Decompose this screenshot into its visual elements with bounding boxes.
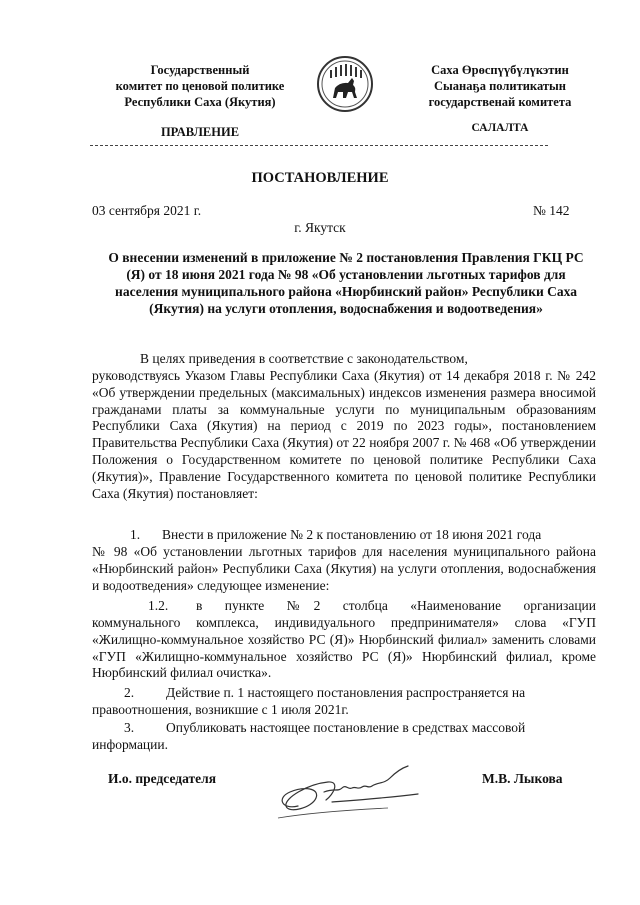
header-left-sub: ПРАВЛЕНИЕ bbox=[160, 125, 240, 139]
preamble-paragraph: руководствуясь Указом Главы Республики Саха (Якутия) от 14 декабря 2018 г. № 242 «Об утверждении предельных (максимальных) индексов изменения размера вносимой гражданами платы за коммунальные услуги по муниципальным образованиям Республики Саха (Якутия) на период с 2019 по 2023 годы», постановлением Правительства Республики Саха (Якутия) от 22 ноября 2007 г. № 468 «Об утверждении Положения о Государственном комитете по ценовой политике Республики Саха (Якутия)», Правление Государственного комитета по ценовой политике Республики Саха (Якутия) постановляет: bbox=[92, 368, 596, 501]
item-number: 3. bbox=[124, 720, 135, 735]
preamble-lead bbox=[92, 351, 596, 368]
item-text: правоотношения, возникшие с 1 июля 2021г. bbox=[92, 702, 349, 717]
header-right-line: Саха Өрөспүүбүлүкэтин bbox=[431, 63, 569, 77]
item-text: № 98 «Об установлении льготных тарифов для населения муниципального района «Нюрбинский район» Республики Саха (Якутия) на услуги отопления, водоснабжения и водоотведения» следующее изменение: bbox=[92, 544, 596, 593]
document-date: 03 сентября 2021 г. bbox=[92, 203, 202, 218]
header-right-sub: САЛАЛТА bbox=[471, 122, 529, 134]
header-right-org bbox=[400, 62, 600, 110]
document-city: г. Якутск bbox=[294, 220, 346, 235]
header-left-org bbox=[100, 62, 300, 110]
item-lead: в пункте №2 столбца «Наименование организации bbox=[196, 598, 596, 613]
header-right-line: Сыанаҕа политикатын bbox=[434, 79, 566, 93]
document-subject: О внесении изменений в приложение № 2 постановления Правления ГКЦ РС (Я) от 18 июня 2021 года № 98 «Об установлении льготных тарифов для населения муниципального района «Нюрбинский район» Республики Саха (Якутия) на услуги отопления, водоснабжения и водоотведения» bbox=[108, 250, 584, 316]
header-left-line: комитет по ценовой политике bbox=[115, 79, 285, 93]
signatory-name: М.В. Лыкова bbox=[482, 771, 563, 786]
handwritten-signature bbox=[268, 758, 428, 828]
signatory-position: И.о. председателя bbox=[108, 771, 217, 786]
item-number: 2. bbox=[124, 685, 135, 700]
item-text: коммунального комплекса, индивидуального предпринимателя» слова «ГУП «Жилищно-коммунальное хозяйство РС (Я)» Нюрбинский филиал» заменить словами «ГУП «Жилищно-коммунальное хозяйство РС (Я)» Нюрбинский филиал, кроме Нюрбинский филиал очистка». bbox=[92, 615, 596, 681]
header-divider bbox=[90, 145, 548, 146]
document-title: ПОСТАНОВЛЕНИЕ bbox=[251, 170, 389, 186]
item-lead: Действие п. 1 настоящего постановления распространяется на bbox=[166, 685, 526, 700]
item-lead: Опубликовать настоящее постановление в средствах массовой bbox=[166, 720, 526, 735]
header-left-line: Государственный bbox=[150, 63, 250, 77]
item-number: 1. bbox=[130, 527, 141, 542]
preamble-lead-text: В целях приведения в соответствие с законодательством, bbox=[140, 351, 468, 366]
item-lead: Внести в приложение № 2 к постановлению от 18 июня 2021 года bbox=[162, 527, 542, 542]
coat-of-arms-emblem bbox=[316, 54, 374, 114]
header-right-line: государственай комитета bbox=[428, 95, 572, 109]
header-left-line: Республики Саха (Якутия) bbox=[124, 95, 276, 109]
item-number: 1.2. bbox=[148, 598, 169, 613]
document-number: № 142 bbox=[533, 203, 570, 218]
item-text: информации. bbox=[92, 737, 168, 752]
